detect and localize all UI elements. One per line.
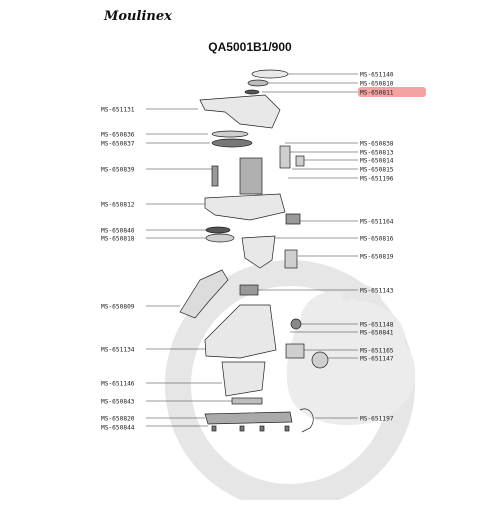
part-label-ms-651164: MS-651164 — [360, 218, 394, 226]
part-lower-housing — [222, 362, 265, 396]
part-label-ms-650812: MS-650812 — [101, 201, 135, 209]
part-label-ms-650814: MS-650814 — [360, 157, 394, 165]
part-bearing — [206, 234, 234, 242]
model-title: QA5001B1/900 — [208, 40, 292, 54]
part-label-ms-650813: MS-650813 — [360, 149, 394, 157]
part-label-ms-650844: MS-650844 — [101, 424, 135, 432]
part-label-ms-651147: MS-651147 — [360, 355, 394, 363]
part-label-ms-650836: MS-650836 — [101, 131, 135, 139]
watermark-logo — [178, 273, 415, 497]
part-label-ms-650809: MS-650809 — [101, 303, 135, 311]
part-label-ms-651197: MS-651197 — [360, 415, 394, 423]
part-label-ms-651134: MS-651134 — [101, 346, 135, 354]
part-feet — [212, 426, 289, 431]
part-label-ms-650810: MS-650810 — [360, 80, 394, 88]
part-clip — [286, 214, 300, 224]
part-label-ms-650837: MS-650837 — [101, 140, 135, 148]
part-label-ms-650841: MS-650841 — [360, 329, 394, 337]
part-base — [205, 412, 292, 424]
brand-logo: Moulinex — [104, 9, 172, 24]
part-label-ms-650819: MS-650819 — [360, 253, 394, 261]
part-label-ms-651148: MS-651148 — [360, 321, 394, 329]
part-label-ms-651146: MS-651146 — [101, 380, 135, 388]
part-label-ms-650838: MS-650838 — [360, 140, 394, 148]
part-top-cover — [200, 95, 280, 128]
part-shaft — [212, 166, 218, 186]
part-washer — [206, 227, 230, 233]
part-gear — [212, 139, 252, 147]
part-label-ms-651140: MS-651140 — [360, 71, 394, 79]
part-label-ms-650820: MS-650820 — [101, 415, 135, 423]
part-label-ms-650840: MS-650840 — [101, 227, 135, 235]
part-latch — [240, 285, 258, 295]
part-sensor — [285, 250, 297, 268]
part-label-ms-650839: MS-650839 — [101, 166, 135, 174]
part-foot — [312, 352, 328, 368]
part-cable-cover — [232, 398, 262, 404]
part-label-ms-651196: MS-651196 — [360, 175, 394, 183]
part-label-ms-651143: MS-651143 — [360, 287, 394, 295]
part-ring — [248, 80, 268, 86]
part-gear-ring — [212, 131, 248, 137]
part-label-ms-651165: MS-651165 — [360, 347, 394, 355]
part-label-ms-650815: MS-650815 — [360, 166, 394, 174]
part-label-ms-651131: MS-651131 — [101, 106, 135, 114]
part-label-ms-650811: MS-650811 — [360, 89, 394, 97]
part-connector — [296, 156, 304, 166]
part-plate — [286, 344, 304, 358]
part-cap — [252, 70, 288, 78]
part-motor — [240, 158, 262, 194]
labels-left — [101, 107, 135, 432]
part-knob — [291, 319, 301, 329]
part-switch — [280, 146, 290, 168]
part-seal — [245, 90, 259, 94]
part-label-ms-650843: MS-650843 — [101, 398, 135, 406]
part-label-ms-650816: MS-650816 — [360, 235, 394, 243]
part-chassis — [205, 194, 285, 220]
part-label-ms-650818: MS-650818 — [101, 235, 135, 243]
